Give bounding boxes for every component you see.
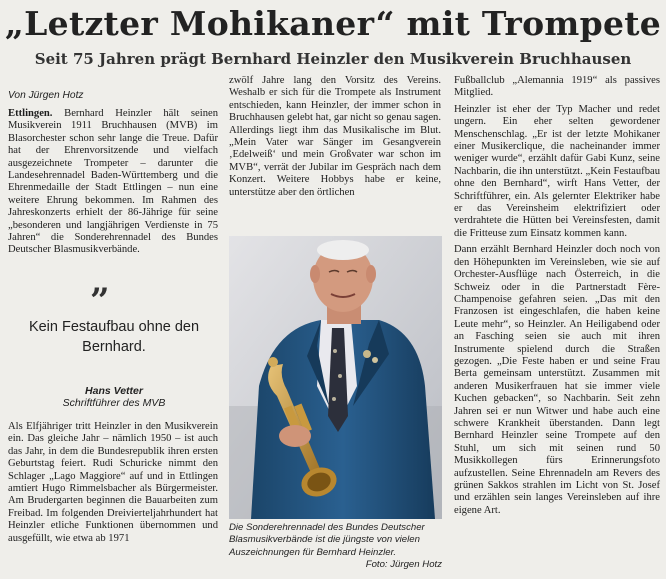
article-intro-text: Bernhard Heinzler hält seinen Musikverein 1911 Bruchhausen (MVB) im Blasorchester schon sehr lange die Treue. Dafür hat der Ehrenvorsitzende und vielfach ausgezeichnete Trompeter – darunter die Landesehrennadel Baden-Württemberg und die Ehrenmedaille der Stadt Ettlingen – nun eine weitere Ehrung bekommen. Im Rahmen des Jahreskonzerts erhielt der 86-Jährige für seine „besonderen und langjährigen Verdienste in 75 Jahren“ die Sonderehrennadel des Bundes Deutscher Blasmusikverbände. xyxy=(8,108,219,256)
article-paragraph: Heinzler ist eher der Typ Macher und redet ungern. Ein eher selten gewordener Menschenschlag. „Er ist der letzte Mohikaner einer Musikerclique, die nacheinander immer weniger wurde“, erzählt dafür Gabi Kunz, seine Nachbarin, die ihn unterstützt. „Kein Festaufbau ohne den Bernhard“, wirft Hans Vetter, der Schriftführer, ein. Als gelernter Elektriker habe er das Vereinsheim elektrifiziert oder verdrahtete die Hütten bei Vereinsfesten, damit die Fritteuse zum Einsatz kommen kann. xyxy=(454,103,660,239)
article-paragraph: Dann erzählt Bernhard Heinzler doch noch von den Höhepunkten im Vereinsleben, wie sie auf Orchester-Ausflüge nach Österreich, in die Schweiz oder in die Partnerstadt Fère-Champenoise gefahren seien. „Das mit den Franzosen ist eingeschlafen, die haben keine Leute mehr“, so Heinzler. An Heiligabend oder an Fasching seien sie auch mit ihren Instrumente spielend durch die Straßen gezogen. „Die Feste haben er und seine Frau Berta gemeinsam unterstützt. Zusammen mit anderen Musikerfrauen hat sie immer viele Kuchen gebacken“, so Nachbarin. Seit zehn Jahren sei er nun Witwer und habe auch eine schwere Krankheit überstanden. Dann legt Bernhard Heinzler seine Trompete auf den Stuhl, um sich mit seinen rund 50 Musikkollegen fürs Erinnerungsfoto aufzustellen. Seine Ehrennadeln am Revers des grünen Sakkos strahlen im Licht von St. Josef und erzählen sein langes Vereinsleben auf ihre eigene Art. xyxy=(454,244,660,516)
pull-quote-mark: ” xyxy=(90,281,110,321)
pull-quote-author: Hans Vetter xyxy=(85,385,143,397)
headline: „Letzter Mohikaner“ mit Trompete xyxy=(4,4,662,43)
caption-text: Die Sonderehrennadel des Bundes Deutscher Blasmusikverbände ist die jüngste von vielen Auszeichnungen für Bernhard Heinzler. xyxy=(229,522,425,558)
article-paragraph: Als Elfjähriger tritt Heinzler in den Musikverein ein. Das gleiche Jahr – nämlich 1950 – ist auch das Jahr, in dem die Bundesrepublik ihren ersten Geburtstag feiert. Rudi Schuricke nimmt den Schlager „Lago Maggiore“ auf und in Ettlingen amtiert Hugo Rimmelsbacher als Bürgermeister. Am Brudergarten beginnen die Bauarbeiten zum Freibad. Im folgenden Dreivierteljahrhundert hat Heinzler etliche Funktionen übernommen und ausgefüllt, wie etwa ab 1971 xyxy=(8,421,218,544)
dateline: Ettlingen. xyxy=(8,108,53,119)
article-column-3 xyxy=(454,75,660,517)
pull-quote-role: Schriftführer des MVB xyxy=(62,397,166,409)
photo-credit: Foto: Jürgen Hotz xyxy=(365,559,442,571)
man-with-trumpet-illustration xyxy=(229,236,442,519)
article-column-1-continued xyxy=(8,421,218,545)
pull-quote-text: Kein Festaufbau ohne den Bernhard. xyxy=(28,319,200,355)
portrait-photo xyxy=(229,236,442,519)
article-column-2 xyxy=(229,75,441,199)
article-paragraph: zwölf Jahre lang den Vorsitz des Vereins. Weshalb er sich für die Trompete als Instrument entschieden, kann Heinzler, der immer schon in Bruchhausen gelebt hat, gar nicht so genau sagen. Allerdings liegt ihm das Musikalische im Blut. „Mein Vater war Sänger im Gesangverein ‚Edelweiß‘ und mein Großvater war schon im MVB“, verrät der Jubilar im Gespräch nach dem Konzert. Weitere Hobbys habe er keine, unterstütze aber den örtlichen xyxy=(229,75,441,198)
byline: Von Jürgen Hotz xyxy=(8,90,84,101)
article-paragraph: Fußballclub „Alemannia 1919“ als passives Mitglied. xyxy=(454,75,660,99)
article-column-1-intro xyxy=(8,108,218,257)
subheadline: Seit 75 Jahren prägt Bernhard Heinzler den Musikverein Bruchhausen xyxy=(34,50,632,68)
photo-caption xyxy=(229,522,442,572)
